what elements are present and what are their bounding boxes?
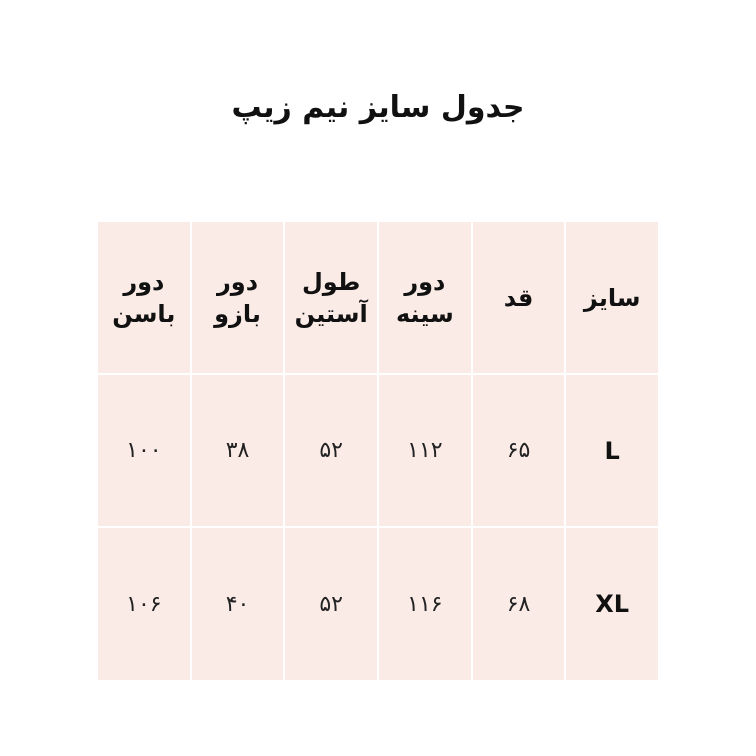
- table-cell: ۶۵: [473, 375, 565, 526]
- table-cell: ۵۲: [285, 528, 377, 680]
- header-hip-circumference: دور باسن: [98, 222, 190, 373]
- table-cell: ۱۱۲: [379, 375, 471, 526]
- size-table: [98, 222, 658, 676]
- table-cell: ۳۸: [192, 375, 284, 526]
- table-cell: ۵۲: [285, 375, 377, 526]
- table-cell: ۱۰۶: [98, 528, 190, 680]
- table-cell: ۱۰۰: [98, 375, 190, 526]
- header-arm-circumference: دور بازو: [192, 222, 284, 373]
- page-title: جدول سایز نیم زیپ: [231, 90, 525, 125]
- table-cell: ۶۸: [473, 528, 565, 680]
- header-height: قد: [473, 222, 565, 373]
- table-cell: ۴۰: [192, 528, 284, 680]
- header-chest: دور سینه: [379, 222, 471, 373]
- header-size: سایز: [566, 222, 658, 373]
- table-cell-size: XL: [566, 528, 658, 680]
- table-cell-size: L: [566, 375, 658, 526]
- table-cell: ۱۱۶: [379, 528, 471, 680]
- header-sleeve-length: طول آستین: [285, 222, 377, 373]
